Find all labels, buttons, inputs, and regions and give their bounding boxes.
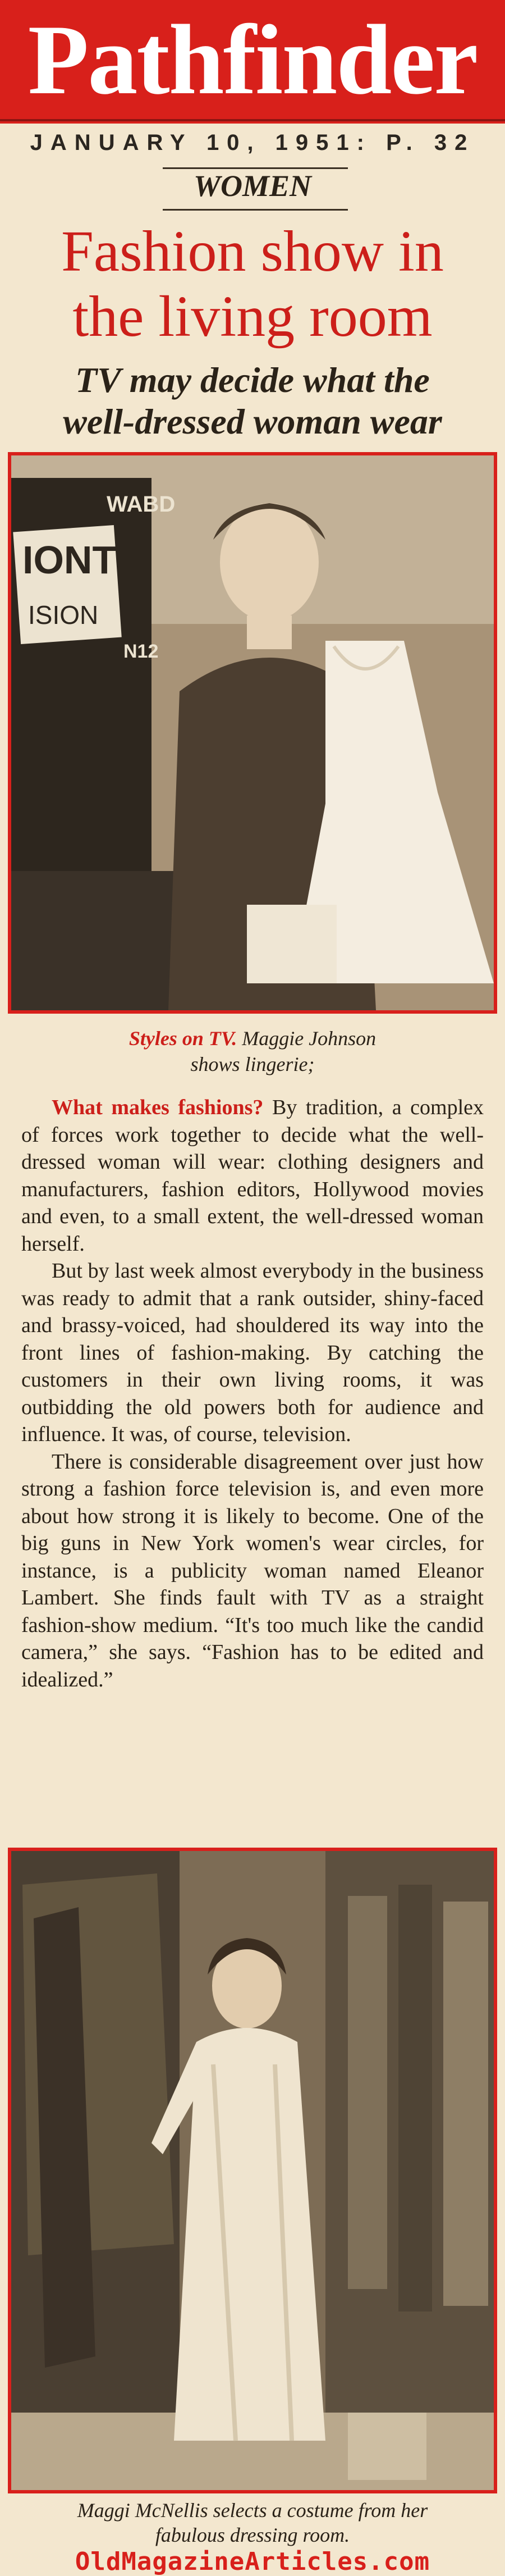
subheadline (11, 359, 494, 443)
section-label: WOMEN (193, 169, 312, 203)
svg-text:ISION: ISION (28, 600, 99, 630)
paragraph-2: But by last week almost everybody in the business was ready to admit that a rank outsider, shiny-faced and brassy-voiced, had shouldered its way into the front lines of fashion-making. By catching the customers in their own living rooms, it was outbidding the old powers both for audience and influence. It was, of course, television. (21, 1259, 484, 1446)
caption-1-lead: Styles on TV. (128, 1027, 237, 1050)
svg-text:WABD: WABD (107, 492, 176, 517)
masthead-title: Pathfinder (27, 4, 478, 115)
subheadline-line-1: TV may decide what the (75, 360, 430, 400)
site-watermark: OldMagazineArticles.com (75, 2547, 430, 2576)
paragraph-1-lead: What makes fashions? (52, 1096, 264, 1119)
paragraph-1 (21, 1094, 484, 1257)
headline (11, 219, 494, 349)
headline-line-2: the living room (72, 284, 433, 349)
masthead (0, 0, 505, 124)
caption-2-line-1: Maggi McNellis selects a costume from her (77, 2499, 428, 2522)
masthead-rule (0, 119, 505, 121)
section-rule-bottom (163, 209, 348, 211)
svg-text:IONT: IONT (22, 538, 117, 582)
subheadline-line-2: well-dressed woman wear (63, 402, 442, 441)
photo-maggie-johnson-lingerie (8, 452, 497, 1014)
headline-line-1: Fashion show in (61, 219, 444, 284)
photo-2-caption (17, 2498, 488, 2547)
photo-1-illustration (11, 455, 494, 1010)
caption-2-line-2: fabulous dressing room. (155, 2524, 350, 2546)
article-body (21, 1094, 484, 1693)
caption-1-text: Maggie Johnson (237, 1027, 377, 1050)
paragraph-1-text: By tradition, a complex of forces work together to decide what the well-dressed woman will wear: clothing designers and manufacturers, fashion editors, Hollywood movies and even, to a small extent, the well-dressed woman herself. (21, 1096, 484, 1256)
photo-maggi-mcnellis-dressing-room (8, 1848, 497, 2493)
svg-text:N12: N12 (123, 641, 159, 662)
photo-1-caption (22, 1025, 483, 1077)
dateline: JANUARY 10, 1951: P. 32 (30, 130, 475, 155)
paragraph-3: There is considerable disagreement over just how strong a fashion force television is, and even more about how strong it is likely to become. One of the big guns in New York women's wear circles, for instance, is a publicity woman named Eleanor Lambert. She finds fault with TV as a straight fashion-show medium. “It's too much like the candid camera,” she says. “Fashion has to be edited and idealized.” (21, 1449, 484, 1692)
caption-1-line-2: shows lingerie; (190, 1053, 315, 1075)
photo-2-illustration (11, 1851, 494, 2490)
